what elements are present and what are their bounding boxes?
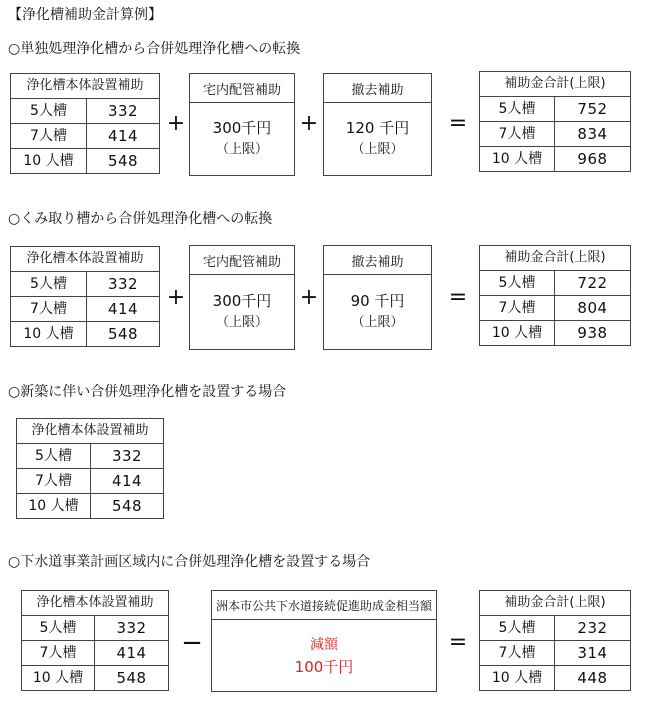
section-2-base-table (10, 246, 160, 347)
base-value: 414 (87, 124, 160, 149)
row-label: 7人槽 (480, 122, 555, 147)
base-value: 548 (91, 494, 164, 519)
section-4-base-table (21, 590, 169, 691)
section-4-deduction-box (211, 590, 437, 692)
equals-sign: = (448, 630, 468, 655)
section-4-total-table (479, 590, 631, 691)
row-label: 7人槽 (480, 641, 555, 666)
base-value: 332 (91, 444, 164, 469)
piping-header: 宅内配管補助 (190, 74, 294, 103)
piping-amount: 300千円 (212, 292, 272, 310)
total-value: 314 (555, 641, 631, 666)
row-label: 10 人槽 (22, 666, 95, 691)
row-label: 5人槽 (11, 99, 87, 124)
row-label: 10 人槽 (480, 147, 555, 172)
total-value: 448 (555, 666, 631, 691)
plus-sign: + (299, 285, 319, 310)
total-value: 752 (555, 97, 631, 122)
row-label: 7人槽 (22, 641, 95, 666)
minus-sign: − (181, 628, 203, 658)
base-value: 332 (87, 99, 160, 124)
section-2-title: ○くみ取り槽から合併処理浄化槽への転換 (8, 211, 273, 227)
row-label: 10 人槽 (17, 494, 91, 519)
section-1-total-table (479, 71, 631, 172)
row-label: 10 人槽 (11, 149, 87, 174)
row-label: 10 人槽 (480, 666, 555, 691)
deduction-amount: 100千円 (294, 657, 354, 676)
section-2-removal-box (323, 245, 432, 350)
section-2-piping-box (189, 245, 295, 350)
total-value: 804 (555, 296, 631, 321)
equals-sign: = (448, 285, 468, 310)
row-label: 5人槽 (480, 97, 555, 122)
total-value: 938 (555, 321, 631, 346)
base-table-header: 浄化槽本体設置補助 (11, 247, 160, 272)
removal-limit: （上限） (351, 142, 404, 157)
section-3-base-table (16, 418, 164, 519)
base-value: 548 (95, 666, 169, 691)
total-table-header: 補助金合計(上限) (480, 591, 631, 616)
row-label: 7人槽 (11, 124, 87, 149)
row-label: 5人槽 (17, 444, 91, 469)
row-label: 10 人槽 (480, 321, 555, 346)
equals-sign: = (448, 111, 468, 136)
removal-limit: （上限） (351, 315, 404, 330)
deduction-header: 洲本市公共下水道接続促進助成金相当額 (212, 591, 436, 620)
row-label: 10 人槽 (11, 322, 87, 347)
base-value: 414 (91, 469, 164, 494)
removal-amount: 120 千円 (345, 119, 410, 137)
section-1-removal-box (323, 73, 432, 176)
plus-sign: + (166, 285, 186, 310)
total-value: 722 (555, 271, 631, 296)
base-table-header: 浄化槽本体設置補助 (17, 419, 164, 444)
plus-sign: + (299, 111, 319, 136)
removal-header: 撤去補助 (324, 74, 431, 103)
section-1-title: ○単独処理浄化槽から合併処理浄化槽への転換 (8, 41, 301, 57)
page-title: 【浄化槽補助金計算例】 (8, 7, 162, 23)
base-value: 548 (87, 322, 160, 347)
piping-header: 宅内配管補助 (190, 246, 294, 275)
row-label: 7人槽 (17, 469, 91, 494)
section-2-total-table (479, 245, 631, 346)
base-table-header: 浄化槽本体設置補助 (22, 591, 169, 616)
base-value: 414 (87, 297, 160, 322)
piping-limit: （上限） (215, 315, 268, 330)
row-label: 5人槽 (480, 271, 555, 296)
section-3-title: ○新築に伴い合併処理浄化槽を設置する場合 (8, 384, 287, 400)
base-value: 332 (87, 272, 160, 297)
deduction-label: 減額 (310, 636, 338, 653)
row-label: 5人槽 (480, 616, 555, 641)
total-value: 834 (555, 122, 631, 147)
section-4-title: ○下水道事業計画区域内に合併処理浄化槽を設置する場合 (8, 554, 371, 570)
base-value: 332 (95, 616, 169, 641)
total-table-header: 補助金合計(上限) (480, 246, 631, 271)
row-label: 7人槽 (480, 296, 555, 321)
plus-sign: + (166, 111, 186, 136)
row-label: 5人槽 (22, 616, 95, 641)
section-1-base-table (10, 73, 160, 174)
removal-amount: 90 千円 (350, 292, 405, 310)
total-value: 232 (555, 616, 631, 641)
piping-amount: 300千円 (212, 119, 272, 137)
base-value: 414 (95, 641, 169, 666)
row-label: 5人槽 (11, 272, 87, 297)
removal-header: 撤去補助 (324, 246, 431, 275)
base-value: 548 (87, 149, 160, 174)
total-table-header: 補助金合計(上限) (480, 72, 631, 97)
base-table-header: 浄化槽本体設置補助 (11, 74, 160, 99)
row-label: 7人槽 (11, 297, 87, 322)
section-1-piping-box (189, 73, 295, 176)
piping-limit: （上限） (215, 142, 268, 157)
total-value: 968 (555, 147, 631, 172)
